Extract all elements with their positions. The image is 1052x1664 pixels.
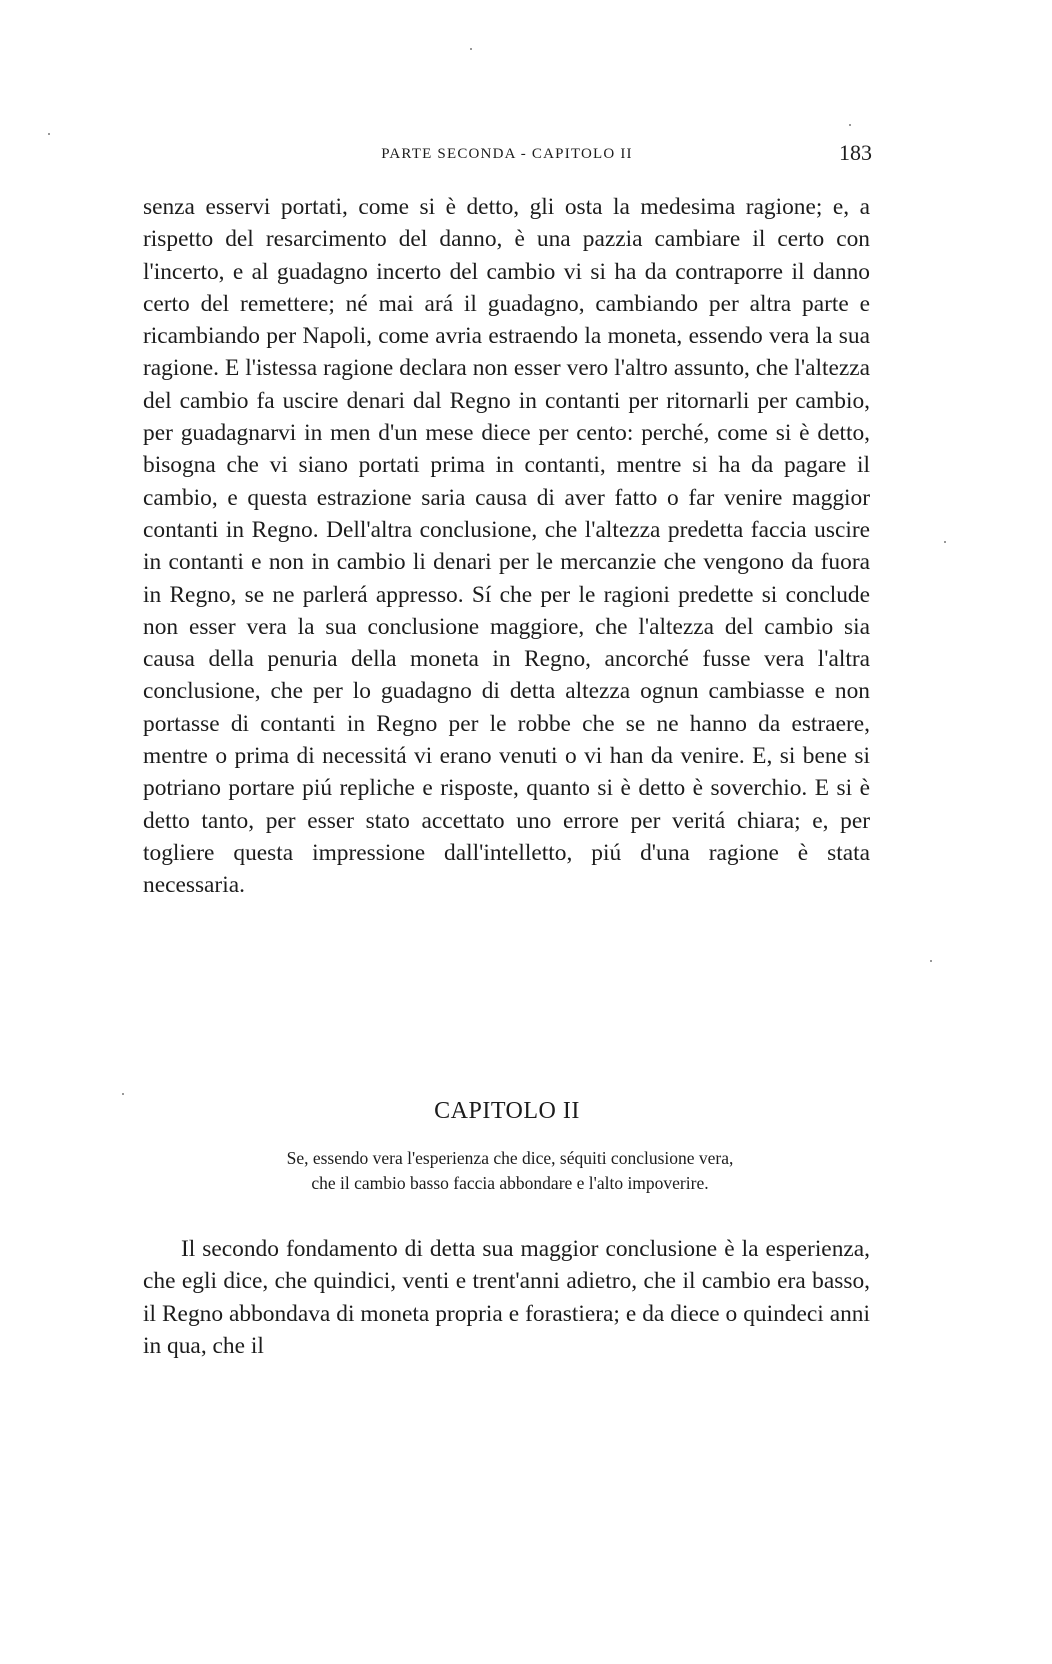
paragraph: senza esservi portati, come si è detto, gli osta la medesima ragione; e, a rispetto del resarcimento del danno, è una pazzia cambiare il certo con l'incerto, e al guadagno incerto del cambio vi si ha da contraporre il danno certo del remettere; né mai ará il guadagno, cambiando per altra parte e ricambiando per Napoli, come avria estraendo la moneta, essendo vera la sua ragione. E l'istessa ragione declara non esser vero l'altro assunto, che l'altezza del cambio fa uscire denari dal Regno in contanti per ritornarli per cambio, per guadagnarvi in men d'un mese diece per cento: perché, come si è detto, bisogna che vi siano portati prima in contanti, mentre si ha da pagare il cambio, e questa estrazione saria causa di aver fatto o far venire maggior contanti in Regno. Dell'altra conclusione, che l'altezza predetta faccia uscire in contanti e non in cambio li denari per le mercanzie che vengono da fuora in Regno, se ne parlerá appresso. Sí che per le ragioni predette si conclude non esser vera la sua conclusione maggiore, che l'altezza del cambio sia causa della penuria della moneta in Regno, ancorché fusse vera l'altra conclusione, che per lo guadagno di detta altezza ognun cambiasse e non portasse di contanti in Regno per le robbe che se ne hanno da estraere, mentre o prima di necessitá vi erano venuti o vi han da venire. E, si bene si potriano portare piú repliche e risposte, quanto si è detto è soverchio. E si è detto tanto, per esser stato accettato uno errore per veritá chiara; e, per togliere questa impressione dall'intelletto, piú d'una ragione è stata necessaria. <box>143 194 870 899</box>
scan-speck <box>48 133 50 135</box>
scan-speck <box>944 541 946 543</box>
running-head <box>142 140 872 170</box>
body-text <box>143 191 870 902</box>
chapter-title: CAPITOLO II <box>434 1098 580 1124</box>
scan-speck <box>849 124 851 126</box>
scan-speck <box>930 960 932 962</box>
chapter-subtitle-line: che il cambio basso faccia abbondare e l'alto impoverire. <box>311 1173 709 1193</box>
chapter-subtitle-line: Se, essendo vera l'esperienza che dice, séquiti conclusione vera, <box>286 1148 734 1168</box>
running-title: PARTE SECONDA - CAPITOLO II <box>381 146 633 162</box>
chapter-subtitle <box>170 1146 850 1196</box>
chapter-text <box>143 1233 870 1362</box>
scan-speck <box>470 48 472 50</box>
paragraph: Il secondo fondamento di detta sua maggior conclusione è la esperienza, che egli dice, che quindici, venti e trent'anni adietro, che il cambio era basso, il Regno abbondava di moneta propria e forastiera; e da diece o quindeci anni in qua, che il <box>143 1236 870 1359</box>
scan-speck <box>122 1093 124 1095</box>
page-number: 183 <box>839 140 872 165</box>
